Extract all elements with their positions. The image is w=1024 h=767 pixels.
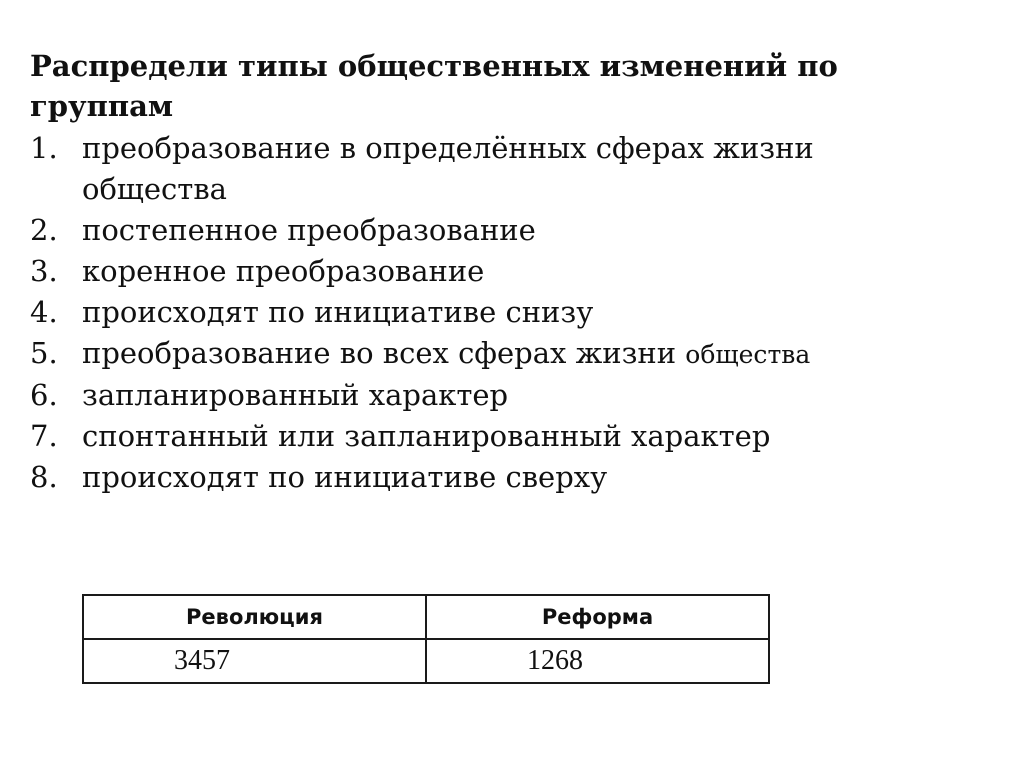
list-item-text: запланированный характер <box>82 378 509 412</box>
list-item-text: спонтанный или запланированный характер <box>82 419 771 453</box>
list-item-number: 3. <box>30 254 58 288</box>
list-item-number: 5. <box>30 336 58 370</box>
header-reform: Реформа <box>426 595 769 639</box>
list-item <box>30 210 960 251</box>
list-item <box>30 128 960 210</box>
list-item-text: происходят по инициативе сверху <box>82 460 608 494</box>
list-item-text-group <box>82 333 960 375</box>
list-item-number: 7. <box>30 419 58 453</box>
list-item-number: 4. <box>30 295 58 329</box>
answer-table <box>82 594 770 684</box>
list-item <box>30 416 960 457</box>
list-item-text: постепенное преобразование <box>82 213 536 247</box>
change-types-list <box>30 128 960 498</box>
table-row <box>83 639 769 683</box>
table-header-row <box>83 595 769 639</box>
list-item <box>30 292 960 333</box>
list-item-number: 6. <box>30 378 58 412</box>
list-item-text: преобразование во всех сферах жизни <box>82 336 677 370</box>
list-item <box>30 333 960 375</box>
list-item-text: происходят по инициативе снизу <box>82 295 594 329</box>
list-item-text: преобразование в определённых сферах жизни общества <box>82 131 814 206</box>
list-item <box>30 251 960 292</box>
list-item <box>30 457 960 498</box>
list-item-number: 2. <box>30 213 58 247</box>
list-item-text: коренное преобразование <box>82 254 485 288</box>
list-item-number: 8. <box>30 460 58 494</box>
list-item-text-small: общества <box>685 340 811 369</box>
header-revolution: Революция <box>83 595 426 639</box>
cell-revolution-answer: 3457 <box>83 639 426 683</box>
list-item <box>30 375 960 416</box>
cell-reform-answer: 1268 <box>426 639 769 683</box>
page-title: Распредели типы общественных изменений по группам <box>30 49 838 123</box>
list-item-number: 1. <box>30 131 58 165</box>
